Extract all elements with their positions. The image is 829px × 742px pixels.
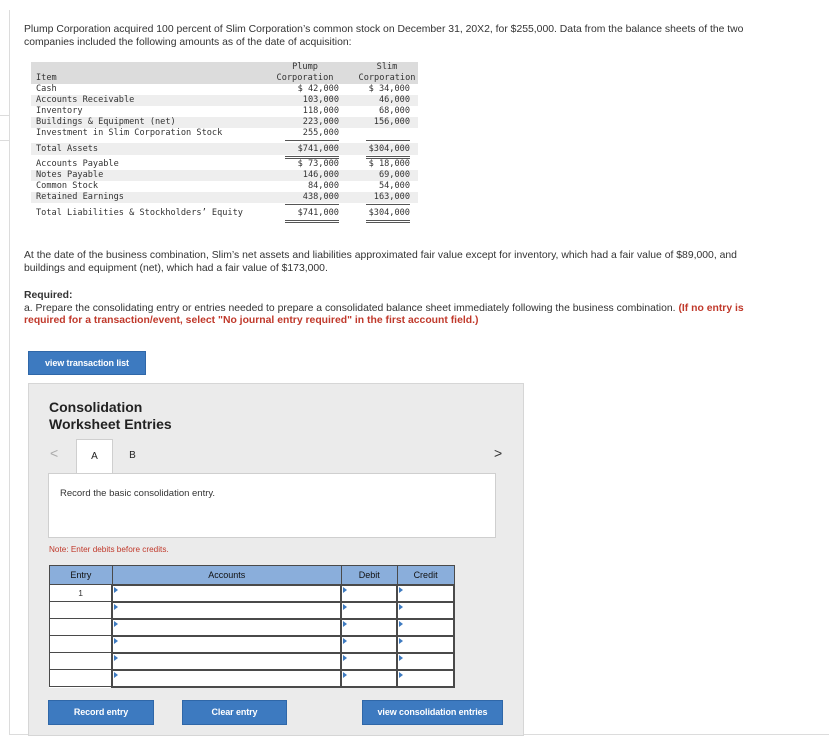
fair-value-paragraph: At the date of the business combination, Slim’s net assets and liabilities approximated fair value except for inventory, which had a fair value of $89,000, and buildings and equipment (net), which had a fair value of $173,000.: [24, 250, 737, 274]
credit-input[interactable]: [397, 670, 454, 687]
underline: [285, 204, 339, 205]
entry-number: [50, 653, 113, 670]
input-marker-icon: [343, 621, 347, 627]
frame-tick: [0, 115, 9, 116]
account-dropdown[interactable]: [112, 636, 341, 653]
table-row: [50, 585, 455, 602]
underline: [366, 204, 410, 205]
header-accounts: Accounts: [112, 566, 341, 585]
bs-item: Retained Earnings: [36, 192, 124, 202]
bs-item: Accounts Receivable: [36, 95, 135, 105]
dropdown-arrow-icon: [114, 587, 118, 593]
dropdown-arrow-icon: [114, 672, 118, 678]
bs-item: Accounts Payable: [36, 159, 119, 169]
bs-slim-value: 46,000: [378, 95, 410, 105]
instruction-box: [48, 473, 496, 538]
account-dropdown[interactable]: [112, 619, 341, 636]
bs-slim-value: $ 18,000: [368, 159, 410, 169]
panel-title: [49, 399, 172, 433]
bs-plump-value: 223,000: [302, 117, 339, 127]
bs-plump-value: 146,000: [302, 170, 339, 180]
bs-header-slim: Slim: [376, 62, 398, 72]
required-title: Required:: [24, 290, 73, 301]
problem-intro: Plump Corporation acquired 100 percent of Slim Corporation’s common stock on December 31, 20X2, for $255,000. Data from the balance sheets of the two companies included the following amounts as of the date of acquisition:: [24, 24, 744, 48]
bs-slim-value: $ 34,000: [368, 84, 410, 94]
bs-slim-value: 68,000: [378, 106, 410, 116]
underline: [285, 140, 339, 141]
credit-input[interactable]: [397, 602, 454, 619]
bs-item: Total Liabilities & Stockholders’ Equity: [36, 208, 243, 218]
table-row: [50, 670, 455, 687]
double-underline: [285, 156, 339, 157]
bs-slim-value: 163,000: [373, 192, 410, 202]
entry-number: [50, 670, 113, 687]
dropdown-arrow-icon: [114, 621, 118, 627]
bs-item: Inventory: [36, 106, 83, 116]
bs-plump-value: $741,000: [297, 208, 339, 218]
chevron-right-icon[interactable]: >: [494, 445, 503, 461]
bs-header-item: Item: [36, 73, 57, 83]
bs-row: [31, 117, 418, 128]
clear-entry-button[interactable]: Clear entry: [182, 700, 287, 725]
journal-header-row: [50, 566, 455, 585]
credit-input[interactable]: [397, 636, 454, 653]
bs-item: Total Assets: [36, 144, 99, 154]
input-marker-icon: [343, 587, 347, 593]
double-underline: [366, 220, 410, 221]
credit-input[interactable]: [397, 585, 454, 602]
account-dropdown[interactable]: [112, 670, 341, 687]
debit-input[interactable]: [341, 619, 397, 636]
bs-row: [31, 106, 418, 117]
bs-row-total: [31, 207, 418, 219]
bs-header-plump: Plump: [292, 62, 318, 72]
credit-input[interactable]: [397, 619, 454, 636]
instruction-text: Record the basic consolidation entry.: [60, 488, 216, 499]
input-marker-icon: [343, 672, 347, 678]
table-row: [50, 602, 455, 619]
content-frame-left-border: [9, 10, 10, 735]
tab-b[interactable]: B: [129, 450, 136, 461]
bs-slim-value: $304,000: [368, 144, 410, 154]
header-entry: Entry: [50, 566, 113, 585]
double-underline: [285, 222, 339, 223]
bs-plump-value: 255,000: [302, 128, 339, 138]
input-marker-icon: [399, 672, 403, 678]
bs-item: Investment in Slim Corporation Stock: [36, 128, 223, 138]
credit-input[interactable]: [397, 653, 454, 670]
bs-header-row-2: [31, 73, 418, 84]
bs-row: [31, 159, 418, 170]
record-entry-button[interactable]: Record entry: [48, 700, 154, 725]
table-row: [50, 636, 455, 653]
bs-row: [31, 128, 418, 139]
double-underline: [366, 156, 410, 157]
bs-header-slim-corp: Corporation: [358, 73, 416, 83]
header-debit: Debit: [341, 566, 397, 585]
entry-number: [50, 636, 113, 653]
bs-row: [31, 181, 418, 192]
input-marker-icon: [343, 655, 347, 661]
bs-row: [31, 84, 418, 95]
input-marker-icon: [399, 655, 403, 661]
bs-header-plump-corp: Corporation: [276, 73, 334, 83]
debit-input[interactable]: [341, 602, 397, 619]
panel-title-line-2: Worksheet Entries: [49, 416, 172, 432]
bs-row: [31, 192, 418, 203]
table-row: [50, 653, 455, 670]
tab-a[interactable]: A: [76, 439, 113, 474]
panel-title-line-1: Consolidation: [49, 399, 143, 415]
bs-plump-value: 118,000: [302, 106, 339, 116]
dropdown-arrow-icon: [114, 655, 118, 661]
bs-item: Common Stock: [36, 181, 99, 191]
input-marker-icon: [399, 638, 403, 644]
view-transaction-list-button[interactable]: view transaction list: [28, 351, 146, 375]
bs-item: Notes Payable: [36, 170, 104, 180]
debit-input[interactable]: [341, 636, 397, 653]
account-dropdown[interactable]: [112, 585, 341, 602]
bs-plump-value: 103,000: [302, 95, 339, 105]
debit-input[interactable]: [341, 585, 397, 602]
bs-plump-value: 84,000: [307, 181, 339, 191]
header-credit: Credit: [397, 566, 454, 585]
account-dropdown[interactable]: [112, 653, 341, 670]
bs-plump-value: $ 42,000: [297, 84, 339, 94]
debit-credit-note: Note: Enter debits before credits.: [49, 545, 169, 554]
required-instruction: a. Prepare the consolidating entry or entries needed to prepare a consolidated balance sheet immediately following the business combination.: [24, 303, 679, 314]
entry-number: 1: [50, 585, 113, 602]
bs-plump-value: $ 73,000: [297, 159, 339, 169]
dropdown-arrow-icon: [114, 604, 118, 610]
view-consolidation-entries-button[interactable]: view consolidation entries: [362, 700, 503, 725]
entry-number: [50, 602, 113, 619]
journal-entry-table: [49, 565, 455, 688]
bs-slim-value: $304,000: [368, 208, 410, 218]
bs-slim-value: 54,000: [378, 181, 410, 191]
input-marker-icon: [343, 638, 347, 644]
consolidation-worksheet-panel: [28, 383, 524, 736]
chevron-left-icon[interactable]: <: [50, 445, 59, 461]
bs-slim-value: 156,000: [373, 117, 410, 127]
bs-slim-value: 69,000: [378, 170, 410, 180]
input-marker-icon: [343, 604, 347, 610]
entry-number: [50, 619, 113, 636]
bs-header-row-1: [31, 62, 418, 73]
input-marker-icon: [399, 587, 403, 593]
debit-input[interactable]: [341, 670, 397, 687]
required-emphasis: (If no entry is required for a transaction/event, select "No journal entry required" in the first account field.): [24, 303, 744, 326]
underline: [366, 140, 410, 141]
account-dropdown[interactable]: [112, 602, 341, 619]
bs-row: [31, 170, 418, 181]
debit-input[interactable]: [341, 653, 397, 670]
bs-row: [31, 95, 418, 106]
input-marker-icon: [399, 604, 403, 610]
table-row: [50, 619, 455, 636]
bs-plump-value: 438,000: [302, 192, 339, 202]
bs-item: Cash: [36, 84, 57, 94]
bs-item: Buildings & Equipment (net): [36, 117, 176, 127]
required-text: [24, 303, 744, 327]
frame-tick: [0, 140, 9, 141]
double-underline: [285, 220, 339, 221]
bs-plump-value: $741,000: [297, 144, 339, 154]
dropdown-arrow-icon: [114, 638, 118, 644]
input-marker-icon: [399, 621, 403, 627]
bs-row-total: [31, 143, 418, 155]
double-underline: [366, 222, 410, 223]
